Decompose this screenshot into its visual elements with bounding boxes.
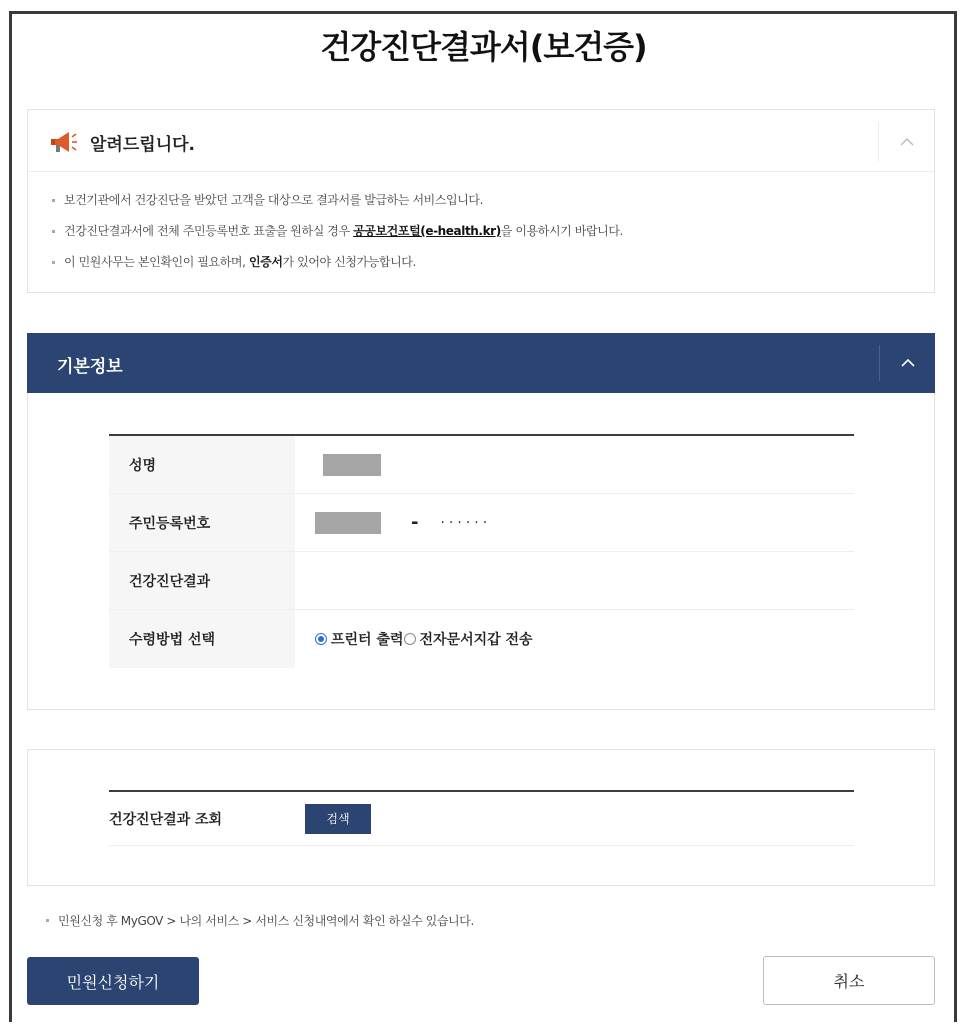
notice-collapse-button[interactable] bbox=[878, 122, 934, 162]
result-row bbox=[109, 552, 854, 610]
notice-box bbox=[27, 109, 935, 293]
radio-label: 프린터 출력 bbox=[331, 632, 404, 648]
cancel-button[interactable]: 취소 bbox=[763, 956, 935, 1005]
notice-item-emphasis: 인증서 bbox=[248, 255, 283, 269]
rrn-dash: - bbox=[411, 512, 419, 533]
result-search-table bbox=[109, 790, 854, 846]
basic-info-title: 기본정보 bbox=[57, 357, 123, 377]
notice-list bbox=[52, 192, 623, 285]
result-search-label: 건강진단결과 조회 bbox=[109, 811, 223, 828]
search-button[interactable]: 검색 bbox=[305, 804, 371, 834]
page-title: 건강진단결과서(보건증) bbox=[320, 28, 647, 66]
basic-info-collapse-button[interactable] bbox=[879, 345, 935, 381]
radio-label: 전자문서지갑 전송 bbox=[419, 632, 533, 648]
notice-item-text: 가 있어야 신청가능합니다. bbox=[282, 255, 416, 269]
notice-header bbox=[28, 110, 934, 172]
basic-info-header bbox=[27, 333, 935, 393]
result-search-section bbox=[27, 749, 935, 886]
result-label: 건강진단결과 bbox=[109, 552, 295, 609]
rrn-row bbox=[109, 494, 854, 552]
rrn-value bbox=[295, 494, 854, 551]
notice-item-text: 건강진단결과서에 전체 주민등록번호 표출을 원하실 경우 bbox=[64, 224, 354, 238]
notice-item bbox=[52, 192, 623, 223]
chevron-up-icon bbox=[900, 358, 916, 368]
radio-printer-output[interactable] bbox=[315, 629, 404, 649]
notice-item-text: 을 이용하시기 바랍니다. bbox=[500, 224, 623, 238]
result-value bbox=[295, 552, 854, 609]
name-value bbox=[295, 436, 854, 493]
method-options bbox=[295, 610, 854, 668]
redacted-rrn-front bbox=[315, 512, 381, 534]
method-row bbox=[109, 610, 854, 668]
basic-info-section bbox=[27, 333, 935, 710]
rrn-label: 주민등록번호 bbox=[109, 494, 295, 551]
method-label: 수령방법 선택 bbox=[109, 610, 295, 668]
e-health-portal-link[interactable]: 공공보건포털(e-health.kr) bbox=[353, 224, 501, 238]
apply-button[interactable]: 민원신청하기 bbox=[27, 957, 199, 1005]
notice-item bbox=[52, 223, 623, 254]
basic-info-table bbox=[109, 434, 854, 668]
name-label: 성명 bbox=[109, 436, 295, 493]
footer-note: 민원신청 후 MyGOV > 나의 서비스 > 서비스 신청내역에서 확인 하실수 있습니다. bbox=[46, 912, 474, 929]
redacted-name bbox=[323, 454, 381, 476]
radio-unselected-icon bbox=[404, 633, 416, 645]
notice-item bbox=[52, 254, 623, 285]
notice-title: 알려드립니다. bbox=[90, 135, 195, 155]
chevron-up-icon bbox=[899, 137, 915, 147]
name-row bbox=[109, 436, 854, 494]
notice-item-text: 이 민원사무는 본인확인이 필요하며, bbox=[64, 255, 249, 269]
megaphone-icon bbox=[48, 128, 78, 156]
rrn-masked-back: ······ bbox=[440, 514, 492, 531]
radio-e-wallet-transfer[interactable] bbox=[404, 629, 533, 649]
radio-selected-icon bbox=[315, 633, 327, 645]
notice-item-text: 보건기관에서 건강진단을 받았던 고객을 대상으로 결과서를 발급하는 서비스입니다. bbox=[64, 193, 484, 207]
result-search-row bbox=[109, 792, 854, 846]
